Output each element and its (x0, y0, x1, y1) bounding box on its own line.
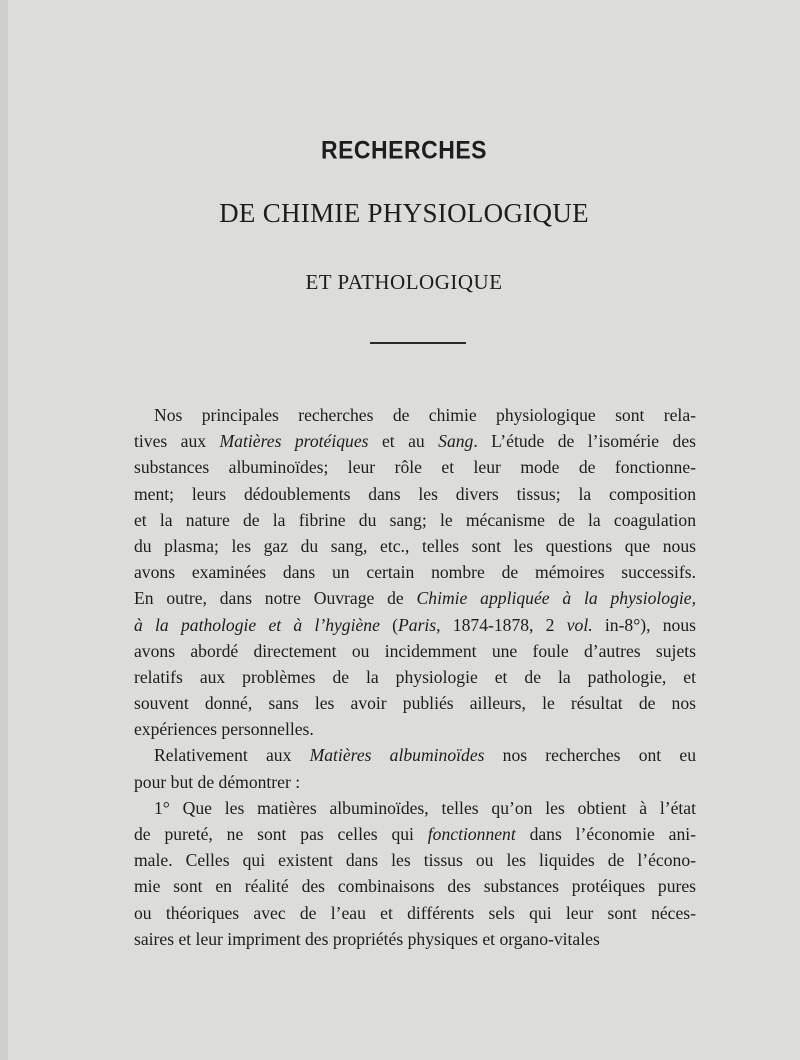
italic-text: Paris, (398, 614, 441, 635)
heading-line-1: RECHERCHES (320, 135, 488, 164)
text-line: pour but de démontrer : (134, 771, 301, 792)
heading-line-3: ET PATHOLOGIQUE (305, 270, 503, 294)
italic-text: Sang (438, 431, 474, 452)
text-line: tives aux Matières protéiques et au Sang. L’étude de l’isomérie des (134, 431, 696, 452)
italic-text: fonctionnent (427, 824, 516, 844)
text-line: Relativement aux Matières albuminoïdes nos recherches ont eu (154, 745, 696, 766)
italic-text: Matières protéiques (219, 431, 369, 452)
text-line: En outre, dans notre Ouvrage de Chimie appliquée à la physiologie, (134, 588, 696, 609)
text-line: à la pathologie et à l’hygiène (Paris, 1874-1878, 2 vol. in-8°), nous (134, 614, 697, 635)
italic-text: Chimie appliquée à la physiologie, (416, 588, 696, 609)
body-text (134, 402, 696, 952)
text-line: 1° Que les matières albuminoïdes, telles qu’on les obtient à l’état (154, 797, 696, 818)
text-line: expériences personnelles. (134, 719, 314, 740)
heading-line-2: DE CHIMIE PHYSIOLOGIQUE (219, 198, 589, 228)
italic-text: Matières albuminoïdes (309, 745, 485, 766)
text-line: de pureté, ne sont pas celles qui fonctionnent dans l’économie ani- (134, 824, 697, 844)
italic-text: à la pathologie et à l’hygiène (134, 614, 380, 635)
text-line: ou théoriques avec de l’eau et différents sels qui leur sont néces- (134, 902, 696, 923)
paragraph (134, 742, 696, 794)
text-line: souvent donné, sans les avoir publiés ailleurs, le résultat de nos (134, 693, 696, 714)
text-line: du plasma; les gaz du sang, etc., telles sont les questions que nous (134, 535, 696, 556)
text-line: saires et leur impriment des propriétés physiques et organo-vitales (134, 928, 600, 949)
text-line: avons examinées dans un certain nombre de mémoires successifs. (134, 562, 696, 583)
text-line: substances albuminoïdes; leur rôle et leur mode de fonctionne- (134, 457, 696, 478)
text-line: avons abordé directement ou incidemment une foule d’autres sujets (134, 640, 696, 661)
paragraph (134, 795, 696, 952)
text-line: et la nature de la fibrine du sang; le mécanisme de la coagulation (134, 509, 696, 530)
text-line: male. Celles qui existent dans les tissus ou les liquides de l’écono- (134, 850, 696, 871)
text-line: relatifs aux problèmes de la physiologie et de la pathologie, et (134, 666, 696, 687)
italic-text: vol. (566, 614, 593, 635)
paragraph (134, 402, 696, 742)
text-line: ment; leurs dédoublements dans les divers tissus; la composition (134, 483, 696, 504)
title-rule (370, 342, 466, 344)
text-line: mie sont en réalité des combinaisons des substances protéiques pures (134, 876, 696, 897)
text-line: Nos principales recherches de chimie physiologique sont rela- (154, 405, 696, 425)
document-page (8, 0, 800, 1060)
